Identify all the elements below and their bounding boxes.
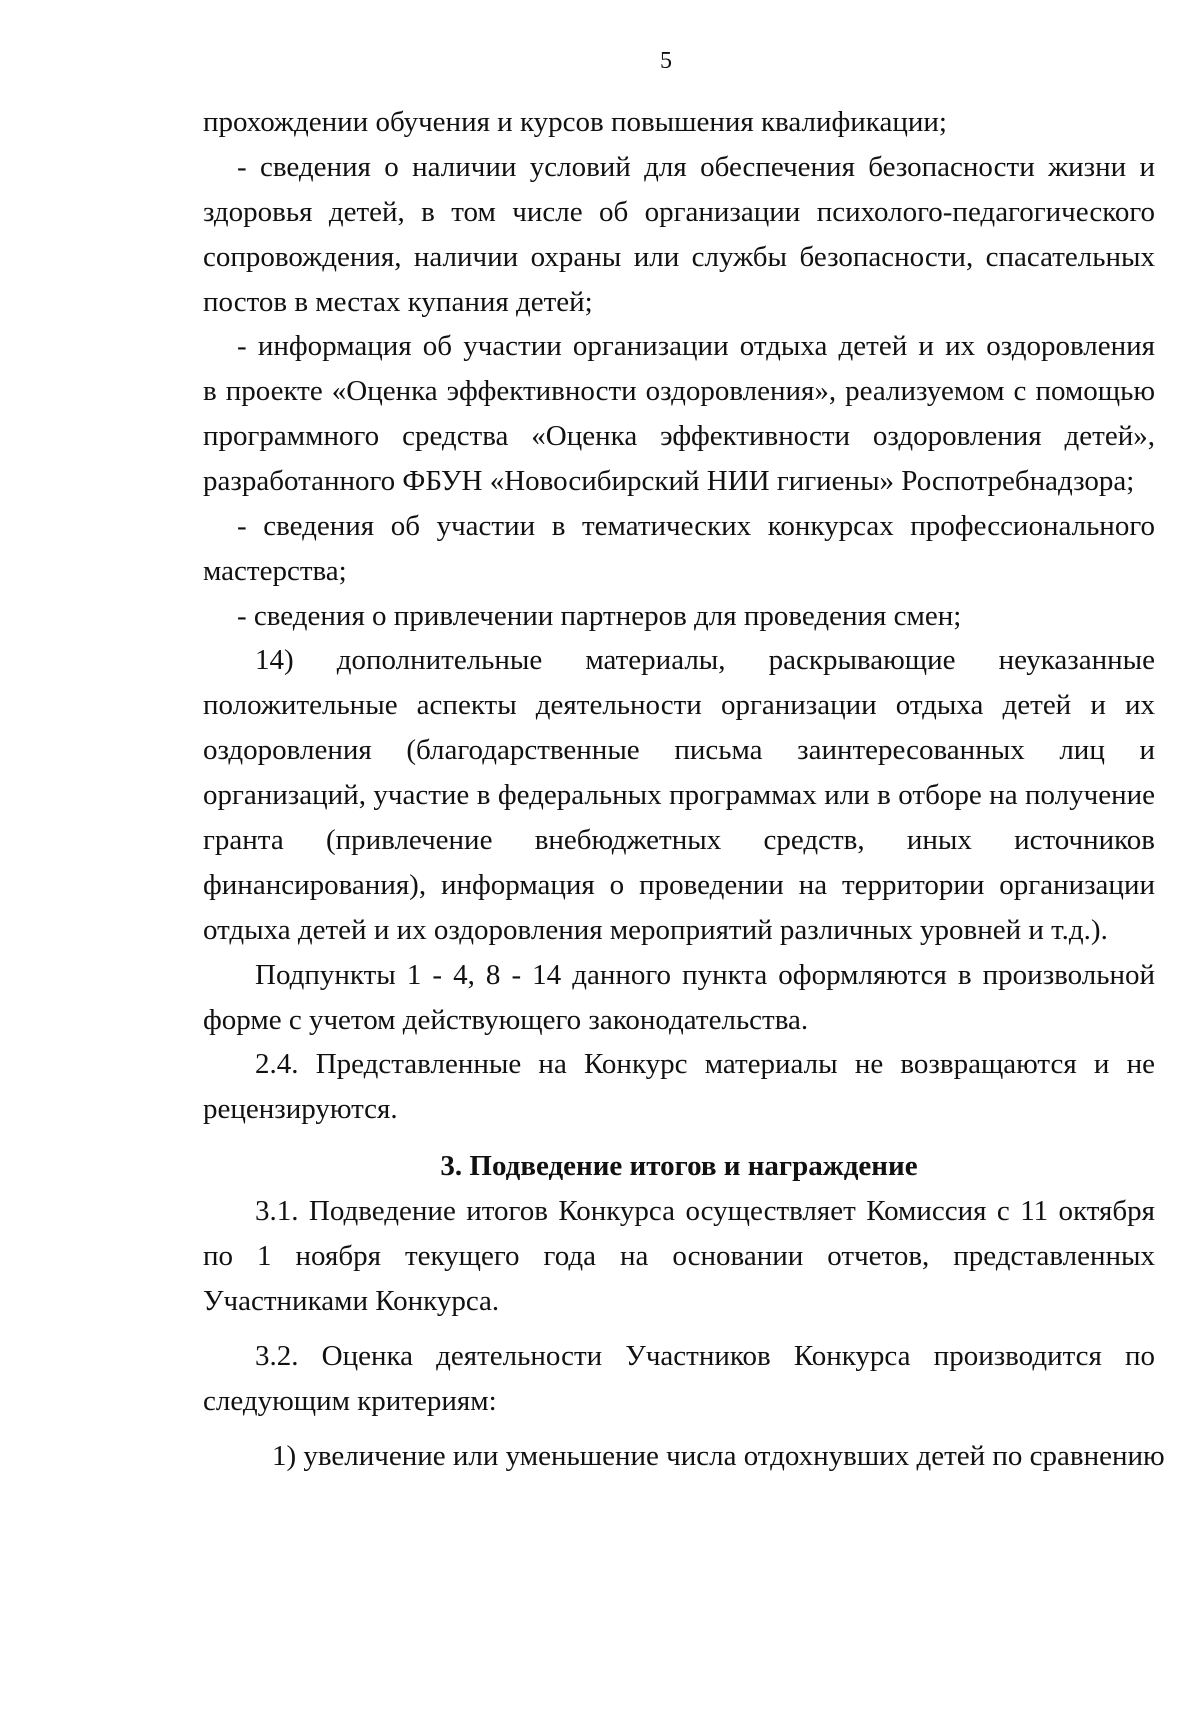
text-line: гранта (привлечение внебюджетных средств, иных источников <box>203 824 1155 856</box>
text-line: - сведения о привлечении партнеров для проведения смен; <box>237 600 962 632</box>
text-line: Участниками Конкурса. <box>203 1285 500 1317</box>
text-line: прохождении обучения и курсов повышения квалификации; <box>203 106 947 138</box>
text-line: мастерства; <box>203 555 347 587</box>
text-line: 1) увеличение или уменьшение числа отдохнувших детей по сравнению <box>272 1440 1165 1472</box>
text-line: Подпункты 1 - 4, 8 - 14 данного пункта оформляются в произвольной <box>255 959 1155 991</box>
text-line: - информация об участии организации отдыха детей и их оздоровления <box>237 330 1155 362</box>
text-line: оздоровления (благодарственные письма заинтересованных лиц и <box>203 734 1155 766</box>
page-number: 5 <box>660 48 672 74</box>
text-line: организаций, участие в федеральных программах или в отборе на получение <box>203 779 1155 811</box>
text-line: постов в местах купания детей; <box>203 286 593 318</box>
text-line: сопровождения, наличии охраны или службы безопасности, спасательных <box>203 241 1155 273</box>
text-line: форме с учетом действующего законодательства. <box>203 1004 809 1036</box>
text-line: следующим критериям: <box>203 1385 497 1417</box>
text-line: по 1 ноября текущего года на основании отчетов, представленных <box>203 1240 1155 1272</box>
text-line: - сведения об участии в тематических конкурсах профессионального <box>237 510 1155 542</box>
text-line: программного средства «Оценка эффективности оздоровления детей», <box>203 420 1155 452</box>
text-line: 3.2. Оценка деятельности Участников Конкурса производится по <box>255 1340 1155 1372</box>
text-line: рецензируются. <box>203 1093 398 1125</box>
text-line: финансирования), информация о проведении на территории организации <box>203 869 1155 901</box>
text-line: разработанного ФБУН «Новосибирский НИИ гигиены» Роспотребнадзора; <box>203 465 1135 497</box>
section-heading: 3. Подведение итогов и награждение <box>440 1150 918 1182</box>
text-line: - сведения о наличии условий для обеспечения безопасности жизни и <box>237 151 1155 183</box>
text-line: здоровья детей, в том числе об организации психолого-педагогического <box>203 196 1155 228</box>
text-line: 14) дополнительные материалы, раскрывающие неуказанные <box>255 644 1155 676</box>
text-line: в проекте «Оценка эффективности оздоровления», реализуемом с помощью <box>203 375 1155 407</box>
text-line: положительные аспекты деятельности организации отдыха детей и их <box>203 689 1155 721</box>
text-line: 2.4. Представленные на Конкурс материалы не возвращаются и не <box>255 1048 1155 1080</box>
text-line: отдыха детей и их оздоровления мероприятий различных уровней и т.д.). <box>203 914 1108 946</box>
text-line: 3.1. Подведение итогов Конкурса осуществляет Комиссия с 11 октября <box>255 1195 1155 1227</box>
